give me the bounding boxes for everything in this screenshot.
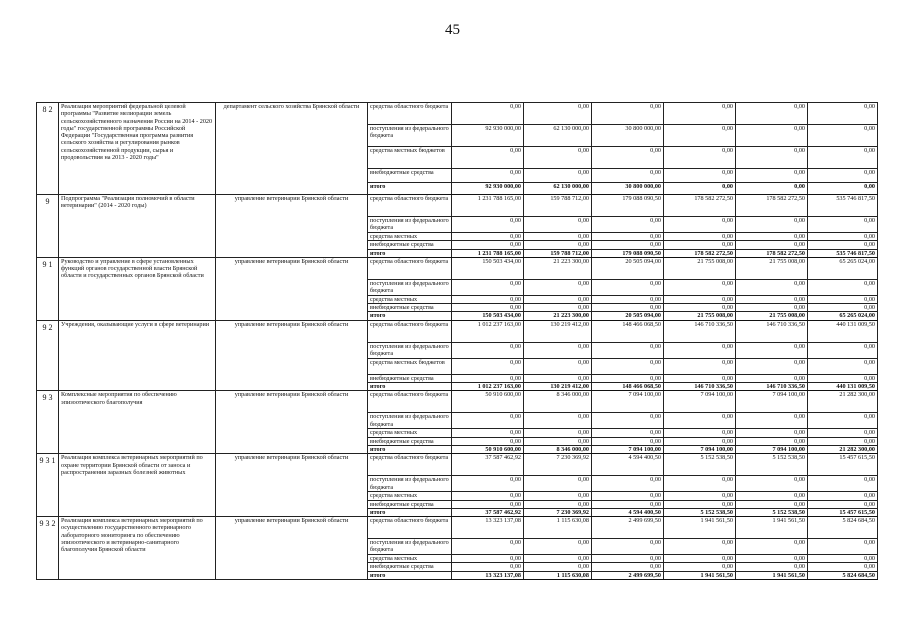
amount-cell: 0,00: [808, 342, 878, 358]
amount-cell: 0,00: [664, 279, 736, 295]
amount-cell: 0,00: [524, 233, 592, 241]
amount-cell: 1 012 237 163,00: [452, 320, 524, 342]
amount-cell: 21 223 300,00: [524, 312, 592, 320]
amount-cell: 0,00: [452, 169, 524, 183]
funding-source: внебюджетные средства: [368, 169, 452, 183]
amount-cell: 0,00: [592, 563, 664, 571]
amount-cell: 21 755 008,00: [736, 257, 808, 279]
program-name: Комплексные мероприятия по обеспечению эпизоотического благополучия: [59, 391, 216, 454]
funding-source: итого: [368, 571, 452, 579]
amount-cell: 0,00: [808, 241, 878, 249]
amount-cell: 0,00: [664, 492, 736, 500]
amount-cell: 0,00: [452, 217, 524, 233]
amount-cell: 0,00: [592, 241, 664, 249]
funding-source: поступления из федерального бюджета: [368, 476, 452, 492]
amount-cell: 535 746 817,50: [808, 195, 878, 217]
amount-cell: 0,00: [808, 233, 878, 241]
amount-cell: 5 152 538,50: [736, 508, 808, 516]
amount-cell: 0,00: [664, 241, 736, 249]
amount-cell: 7 230 369,92: [524, 454, 592, 476]
executor: управление ветеринарии Брянской области: [216, 454, 368, 517]
amount-cell: 0,00: [452, 358, 524, 374]
executor: управление ветеринарии Брянской области: [216, 391, 368, 454]
amount-cell: 50 910 600,00: [452, 391, 524, 413]
amount-cell: 1 941 561,50: [664, 517, 736, 539]
amount-cell: 0,00: [664, 169, 736, 183]
funding-source: средства областного бюджета: [368, 391, 452, 413]
amount-cell: 0,00: [808, 437, 878, 445]
amount-cell: 8 346 000,00: [524, 445, 592, 453]
funding-source: средства областного бюджета: [368, 454, 452, 476]
amount-cell: 0,00: [736, 217, 808, 233]
program-name: Реализация комплекса ветеринарных мероприятий по охране территории Брянской области от заноса и распространения заразных болезней животных: [59, 454, 216, 517]
amount-cell: 5 824 684,50: [808, 571, 878, 579]
amount-cell: 159 788 712,00: [524, 249, 592, 257]
amount-cell: 0,00: [524, 295, 592, 303]
amount-cell: 0,00: [592, 476, 664, 492]
amount-cell: 0,00: [452, 233, 524, 241]
amount-cell: 20 505 094,00: [592, 257, 664, 279]
amount-cell: 30 800 000,00: [592, 183, 664, 195]
amount-cell: 0,00: [452, 492, 524, 500]
amount-cell: 0,00: [452, 563, 524, 571]
amount-cell: 0,00: [736, 295, 808, 303]
funding-source: средства местных: [368, 233, 452, 241]
amount-cell: 5 824 684,50: [808, 517, 878, 539]
amount-cell: 7 094 100,00: [592, 445, 664, 453]
amount-cell: 0,00: [664, 342, 736, 358]
funding-source: поступления из федерального бюджета: [368, 539, 452, 555]
amount-cell: 0,00: [524, 563, 592, 571]
amount-cell: 148 466 068,50: [592, 383, 664, 391]
amount-cell: 0,00: [664, 429, 736, 437]
amount-cell: 0,00: [808, 429, 878, 437]
amount-cell: 0,00: [452, 476, 524, 492]
amount-cell: 0,00: [592, 437, 664, 445]
amount-cell: 0,00: [592, 555, 664, 563]
amount-cell: 0,00: [592, 492, 664, 500]
funding-source: итого: [368, 445, 452, 453]
amount-cell: 0,00: [808, 147, 878, 169]
amount-cell: 0,00: [524, 555, 592, 563]
amount-cell: 0,00: [664, 304, 736, 312]
amount-cell: 21 223 300,00: [524, 257, 592, 279]
amount-cell: 178 582 272,50: [736, 195, 808, 217]
amount-cell: 5 152 538,50: [736, 454, 808, 476]
amount-cell: 0,00: [664, 233, 736, 241]
amount-cell: 0,00: [524, 169, 592, 183]
amount-cell: 0,00: [664, 183, 736, 195]
table-row: [37, 195, 878, 217]
funding-source: итого: [368, 508, 452, 516]
amount-cell: 0,00: [592, 304, 664, 312]
amount-cell: 1 012 237 163,00: [452, 383, 524, 391]
amount-cell: 37 587 462,92: [452, 454, 524, 476]
amount-cell: 0,00: [736, 374, 808, 382]
item-number: 9 2: [37, 320, 59, 391]
amount-cell: 178 582 272,50: [664, 249, 736, 257]
amount-cell: 15 457 615,50: [808, 454, 878, 476]
amount-cell: 0,00: [524, 437, 592, 445]
amount-cell: 21 755 008,00: [664, 312, 736, 320]
amount-cell: 0,00: [592, 413, 664, 429]
amount-cell: 0,00: [808, 563, 878, 571]
funding-source: средства областного бюджета: [368, 195, 452, 217]
amount-cell: 1 941 561,50: [664, 571, 736, 579]
amount-cell: 0,00: [592, 429, 664, 437]
amount-cell: 21 282 300,00: [808, 445, 878, 453]
amount-cell: 0,00: [524, 500, 592, 508]
amount-cell: 0,00: [736, 500, 808, 508]
amount-cell: 0,00: [452, 437, 524, 445]
amount-cell: 0,00: [808, 539, 878, 555]
amount-cell: 7 094 100,00: [664, 391, 736, 413]
amount-cell: 4 594 400,50: [592, 508, 664, 516]
funding-source: итого: [368, 183, 452, 195]
table-row: [37, 517, 878, 539]
amount-cell: 0,00: [808, 125, 878, 147]
amount-cell: 0,00: [664, 217, 736, 233]
amount-cell: 0,00: [808, 500, 878, 508]
amount-cell: 0,00: [592, 279, 664, 295]
table-row: [37, 391, 878, 413]
amount-cell: 0,00: [524, 358, 592, 374]
amount-cell: 2 499 699,50: [592, 517, 664, 539]
amount-cell: 1 941 561,50: [736, 517, 808, 539]
funding-source: поступления из федерального бюджета: [368, 217, 452, 233]
amount-cell: 0,00: [736, 429, 808, 437]
table-row: [37, 320, 878, 342]
amount-cell: 146 710 336,50: [664, 320, 736, 342]
amount-cell: 13 323 137,08: [452, 571, 524, 579]
funding-source: средства областного бюджета: [368, 257, 452, 279]
amount-cell: 0,00: [736, 492, 808, 500]
funding-source: средства областного бюджета: [368, 103, 452, 125]
item-number: 9 3 1: [37, 454, 59, 517]
amount-cell: 0,00: [664, 555, 736, 563]
amount-cell: 0,00: [808, 358, 878, 374]
amount-cell: 4 594 400,50: [592, 454, 664, 476]
amount-cell: 0,00: [592, 500, 664, 508]
program-name: Учреждения, оказывающие услуги в сфере ветеринарии: [59, 320, 216, 391]
amount-cell: 7 094 100,00: [736, 391, 808, 413]
amount-cell: 150 503 434,00: [452, 257, 524, 279]
funding-source: поступления из федерального бюджета: [368, 342, 452, 358]
table-row: [37, 103, 878, 125]
amount-cell: 0,00: [592, 342, 664, 358]
amount-cell: 0,00: [592, 169, 664, 183]
amount-cell: 0,00: [592, 358, 664, 374]
funding-source: итого: [368, 383, 452, 391]
table-row: [37, 454, 878, 476]
amount-cell: 0,00: [808, 217, 878, 233]
amount-cell: 159 788 712,00: [524, 195, 592, 217]
amount-cell: 65 265 024,00: [808, 312, 878, 320]
amount-cell: 0,00: [664, 437, 736, 445]
amount-cell: 0,00: [736, 437, 808, 445]
funding-source: средства местных: [368, 555, 452, 563]
amount-cell: 30 800 000,00: [592, 125, 664, 147]
amount-cell: 0,00: [592, 295, 664, 303]
amount-cell: 0,00: [592, 147, 664, 169]
amount-cell: 0,00: [736, 304, 808, 312]
amount-cell: 0,00: [808, 555, 878, 563]
amount-cell: 0,00: [524, 476, 592, 492]
funding-source: внебюджетные средства: [368, 304, 452, 312]
amount-cell: 0,00: [664, 563, 736, 571]
amount-cell: 13 323 137,08: [452, 517, 524, 539]
amount-cell: 0,00: [664, 103, 736, 125]
amount-cell: 535 746 817,50: [808, 249, 878, 257]
amount-cell: 0,00: [524, 304, 592, 312]
amount-cell: 0,00: [452, 279, 524, 295]
amount-cell: 0,00: [664, 476, 736, 492]
amount-cell: 0,00: [452, 295, 524, 303]
amount-cell: 1 231 788 165,00: [452, 249, 524, 257]
amount-cell: 0,00: [736, 555, 808, 563]
amount-cell: 0,00: [736, 539, 808, 555]
amount-cell: 62 130 000,00: [524, 183, 592, 195]
amount-cell: 150 503 434,00: [452, 312, 524, 320]
amount-cell: 0,00: [452, 374, 524, 382]
amount-cell: 0,00: [664, 125, 736, 147]
item-number: 9 3: [37, 391, 59, 454]
amount-cell: 0,00: [524, 217, 592, 233]
funding-source: поступления из федерального бюджета: [368, 413, 452, 429]
funding-source: итого: [368, 312, 452, 320]
amount-cell: 146 710 336,50: [736, 383, 808, 391]
amount-cell: 15 457 615,50: [808, 508, 878, 516]
amount-cell: 0,00: [664, 539, 736, 555]
amount-cell: 0,00: [524, 342, 592, 358]
amount-cell: 0,00: [808, 492, 878, 500]
amount-cell: 1 115 630,08: [524, 571, 592, 579]
amount-cell: 0,00: [452, 413, 524, 429]
funding-source: средства местных бюджетов: [368, 147, 452, 169]
amount-cell: 0,00: [808, 183, 878, 195]
funding-source: средства местных: [368, 492, 452, 500]
amount-cell: 7 094 100,00: [592, 391, 664, 413]
item-number: 9 3 2: [37, 517, 59, 580]
amount-cell: 7 094 100,00: [736, 445, 808, 453]
amount-cell: 146 710 336,50: [736, 320, 808, 342]
executor: департамент сельского хозяйства Брянской области: [216, 103, 368, 195]
amount-cell: 0,00: [808, 304, 878, 312]
funding-source: внебюджетные средства: [368, 241, 452, 249]
amount-cell: 0,00: [452, 241, 524, 249]
amount-cell: 2 499 699,50: [592, 571, 664, 579]
item-number: 9 1: [37, 257, 59, 320]
amount-cell: 0,00: [808, 279, 878, 295]
amount-cell: 0,00: [664, 374, 736, 382]
amount-cell: 0,00: [524, 374, 592, 382]
amount-cell: 0,00: [736, 342, 808, 358]
amount-cell: 130 219 412,00: [524, 383, 592, 391]
amount-cell: 0,00: [524, 539, 592, 555]
amount-cell: 440 131 009,50: [808, 383, 878, 391]
funding-source: средства местных: [368, 429, 452, 437]
amount-cell: 0,00: [452, 429, 524, 437]
amount-cell: 0,00: [592, 374, 664, 382]
funding-source: внебюджетные средства: [368, 437, 452, 445]
amount-cell: 0,00: [736, 358, 808, 374]
amount-cell: 0,00: [736, 125, 808, 147]
amount-cell: 1 941 561,50: [736, 571, 808, 579]
amount-cell: 0,00: [524, 241, 592, 249]
program-name: Реализация комплекса ветеринарных мероприятий по осуществлению государственного ветеринарного лабораторного мониторинга по обеспечению эпизоотического и ветеринарно-санитарного благополучия Брянской области: [59, 517, 216, 580]
amount-cell: 0,00: [736, 241, 808, 249]
amount-cell: 0,00: [736, 563, 808, 571]
amount-cell: 0,00: [592, 103, 664, 125]
budget-table: [36, 102, 878, 580]
amount-cell: 148 466 068,50: [592, 320, 664, 342]
amount-cell: 0,00: [524, 492, 592, 500]
amount-cell: 0,00: [808, 295, 878, 303]
funding-source: внебюджетные средства: [368, 563, 452, 571]
amount-cell: 92 930 000,00: [452, 183, 524, 195]
funding-source: внебюджетные средства: [368, 500, 452, 508]
amount-cell: 5 152 538,50: [664, 454, 736, 476]
amount-cell: 0,00: [452, 539, 524, 555]
item-number: 9: [37, 195, 59, 258]
executor: управление ветеринарии Брянской области: [216, 517, 368, 580]
amount-cell: 62 130 000,00: [524, 125, 592, 147]
amount-cell: 7 094 100,00: [664, 445, 736, 453]
amount-cell: 0,00: [452, 500, 524, 508]
amount-cell: 20 505 094,00: [592, 312, 664, 320]
funding-source: итого: [368, 249, 452, 257]
amount-cell: 0,00: [808, 476, 878, 492]
amount-cell: 0,00: [664, 295, 736, 303]
amount-cell: 21 282 300,00: [808, 391, 878, 413]
amount-cell: 0,00: [808, 374, 878, 382]
amount-cell: 0,00: [808, 103, 878, 125]
amount-cell: 0,00: [452, 304, 524, 312]
page-number: 45: [445, 22, 460, 38]
executor: управление ветеринарии Брянской области: [216, 320, 368, 391]
amount-cell: 0,00: [736, 183, 808, 195]
table-row: [37, 257, 878, 279]
amount-cell: 0,00: [664, 358, 736, 374]
amount-cell: 178 582 272,50: [664, 195, 736, 217]
amount-cell: 0,00: [664, 500, 736, 508]
amount-cell: 0,00: [592, 217, 664, 233]
amount-cell: 0,00: [452, 103, 524, 125]
amount-cell: 0,00: [664, 413, 736, 429]
amount-cell: 0,00: [524, 147, 592, 169]
amount-cell: 0,00: [736, 279, 808, 295]
funding-source: средства местных: [368, 295, 452, 303]
amount-cell: 0,00: [808, 169, 878, 183]
amount-cell: 0,00: [592, 233, 664, 241]
amount-cell: 21 755 008,00: [664, 257, 736, 279]
amount-cell: 0,00: [524, 429, 592, 437]
amount-cell: 65 265 024,00: [808, 257, 878, 279]
amount-cell: 0,00: [452, 147, 524, 169]
amount-cell: 0,00: [664, 147, 736, 169]
amount-cell: 21 755 008,00: [736, 312, 808, 320]
executor: управление ветеринарии Брянской области: [216, 195, 368, 258]
amount-cell: 440 131 009,50: [808, 320, 878, 342]
amount-cell: 0,00: [736, 476, 808, 492]
funding-source: поступления из федерального бюджета: [368, 279, 452, 295]
executor: управление ветеринарии Брянской области: [216, 257, 368, 320]
item-number: 8 2: [37, 103, 59, 195]
amount-cell: 0,00: [592, 539, 664, 555]
amount-cell: 37 587 462,92: [452, 508, 524, 516]
amount-cell: 0,00: [524, 103, 592, 125]
amount-cell: 1 115 630,08: [524, 517, 592, 539]
amount-cell: 179 088 090,50: [592, 249, 664, 257]
amount-cell: 50 910 600,00: [452, 445, 524, 453]
amount-cell: 0,00: [736, 103, 808, 125]
amount-cell: 0,00: [736, 169, 808, 183]
amount-cell: 0,00: [736, 413, 808, 429]
funding-source: средства местных бюджетов: [368, 358, 452, 374]
amount-cell: 0,00: [524, 413, 592, 429]
amount-cell: 1 231 788 165,00: [452, 195, 524, 217]
amount-cell: 179 088 090,50: [592, 195, 664, 217]
amount-cell: 92 930 000,00: [452, 125, 524, 147]
amount-cell: 8 346 000,00: [524, 391, 592, 413]
amount-cell: 0,00: [736, 233, 808, 241]
amount-cell: 146 710 336,50: [664, 383, 736, 391]
program-name: Руководство и управление в сфере установленных функций органов государственной власти Брянской области и государственных органов Брянской области: [59, 257, 216, 320]
funding-source: поступления из федерального бюджета: [368, 125, 452, 147]
amount-cell: 0,00: [452, 342, 524, 358]
amount-cell: 0,00: [736, 147, 808, 169]
funding-source: внебюджетные средства: [368, 374, 452, 382]
program-name: Реализация мероприятий федеральной целевой программы "Развитие мелиорации земель сельскохозяйственного назначения России на 2014 - 2020 годы" государственной программы Российской Федерации "Государственная программа развития сельского хозяйства и регулирования рынков сельскохозяйственной продукции, сырья и продовольствия на 2013 - 2020 годы": [59, 103, 216, 195]
funding-source: средства областного бюджета: [368, 320, 452, 342]
amount-cell: 5 152 538,50: [664, 508, 736, 516]
program-name: Подпрограмма "Реализация полномочий в области ветеринарии" (2014 - 2020 годы): [59, 195, 216, 258]
amount-cell: 7 230 369,92: [524, 508, 592, 516]
amount-cell: 130 219 412,00: [524, 320, 592, 342]
amount-cell: 178 582 272,50: [736, 249, 808, 257]
funding-source: средства областного бюджета: [368, 517, 452, 539]
amount-cell: 0,00: [452, 555, 524, 563]
amount-cell: 0,00: [524, 279, 592, 295]
amount-cell: 0,00: [808, 413, 878, 429]
